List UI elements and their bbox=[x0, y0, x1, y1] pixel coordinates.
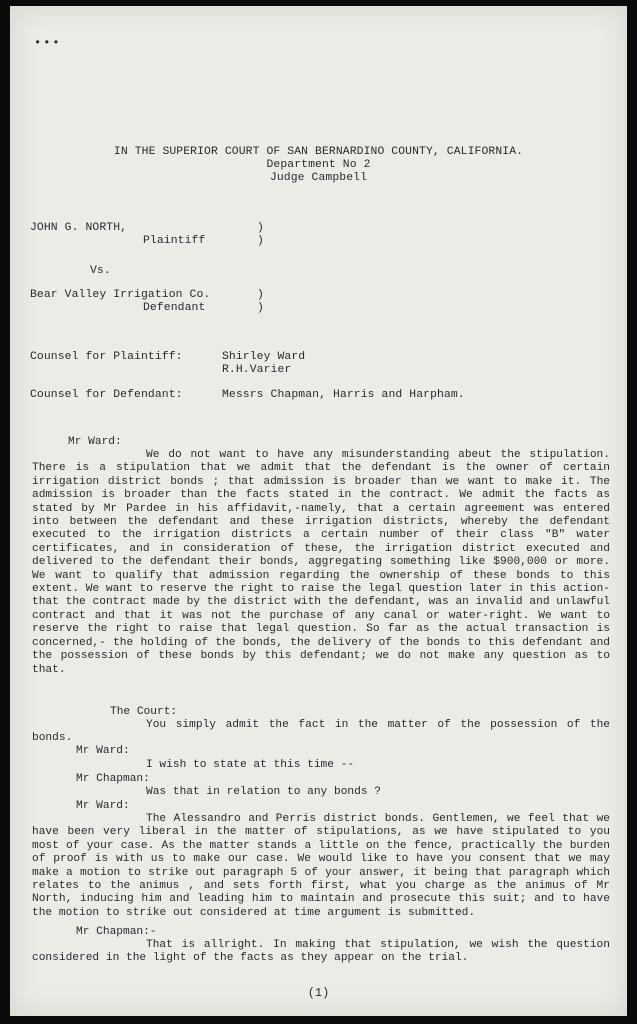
plaintiff-name: JOHN G. NORTH, bbox=[30, 222, 128, 234]
counsel-plaintiff-1: Shirley Ward bbox=[222, 351, 306, 363]
speaker-label: The Court: bbox=[110, 706, 178, 718]
speaker-label: Mr Ward: bbox=[76, 800, 130, 812]
page-number: (1) bbox=[307, 986, 330, 1000]
speaker-label: Mr Ward: bbox=[68, 436, 122, 448]
transcript-paragraph: Was that in relation to any bonds ? bbox=[146, 786, 381, 798]
plaintiff-label: Plaintiff bbox=[143, 235, 206, 247]
versus-label: Vs. bbox=[90, 265, 111, 277]
bracket-mark: ) bbox=[257, 302, 264, 314]
margin-marks: ••• bbox=[34, 36, 62, 50]
bracket-mark: ) bbox=[257, 289, 264, 301]
counsel-plaintiff-2: R.H.Varier bbox=[222, 364, 292, 376]
speaker-label: Mr Ward: bbox=[76, 745, 130, 757]
counsel-plaintiff-label: Counsel for Plaintiff: bbox=[30, 351, 183, 363]
speaker-label: Mr Chapman:- bbox=[76, 926, 157, 938]
counsel-defendant: Messrs Chapman, Harris and Harpham. bbox=[222, 389, 465, 401]
transcript-paragraph: You simply admit the fact in the matter of the possession of the bonds. bbox=[32, 719, 610, 745]
court-heading: IN THE SUPERIOR COURT OF SAN BERNARDINO COUNTY, CALIFORNIA. bbox=[113, 146, 524, 158]
counsel-defendant-label: Counsel for Defendant: bbox=[30, 389, 183, 401]
transcript-paragraph: I wish to state at this time -- bbox=[146, 759, 355, 771]
defendant-label: Defendant bbox=[143, 302, 206, 314]
transcript-paragraph: The Alessandro and Perris district bonds. Gentlemen, we feel that we have been very liberal in the matter of stipulations, as we have stipulated to you most of your case. As the matter stands a little on the fence, practically the burden of proof is with us to make our case. We would like to have you consent that we may make a motion to strike out paragraph 5 of your answer, it being that paragraph which relates to the animus , and sets forth first, what you charge as the animus of Mr North, inducing him and leading him to maintain and prosecute this suit; and to have the motion to strike out considered at time argument is submitted. bbox=[32, 813, 610, 919]
transcript-paragraph: That is allright. In making that stipulation, we wish the question considered in the light of the facts as they appear on the trial. bbox=[32, 939, 610, 965]
judge-line: Judge Campbell bbox=[269, 172, 368, 184]
speaker-label: Mr Chapman: bbox=[76, 773, 150, 785]
defendant-name: Bear Valley Irrigation Co. bbox=[30, 289, 211, 301]
document-page bbox=[10, 6, 627, 1016]
bracket-mark: ) bbox=[257, 235, 264, 247]
transcript-paragraph: We do not want to have any misunderstanding abeut the stipulation. There is a stipulation that we admit that the defendant is the owner of certain irrigation district bonds ; that admission is broader than we want to make it. The admission is broader than the facts stated in the contract. We admit the facts as stated by Mr Pardee in his affidavit,-namely, that a certain agreement was entered into between the defendant and these irrigation districts, whereby the defendant executed to the irrigation districts a certain number of their class "B" water certificates, and in consideration of these, the irrigation district executed and delivered to the defendant their bonds, aggregating something like $900,000 or more. We want to qualify that admission regarding the ownership of these bonds to this extent. We want to reserve the right to raise the legal question later in this action- that the contract made by the district with the defendant, was an invalid and unlawful contract and that it was not the purchase of any canal or water-right. We want to reserve the right to raise that legal question. So far as the actual transaction is concerned,- the holding of the bonds, the delivery of the bonds to this defendant and the possession of these bonds by this defendant; we do not make any question as to that. bbox=[32, 449, 610, 676]
bracket-mark: ) bbox=[257, 222, 264, 234]
department-line: Department No 2 bbox=[266, 159, 371, 171]
